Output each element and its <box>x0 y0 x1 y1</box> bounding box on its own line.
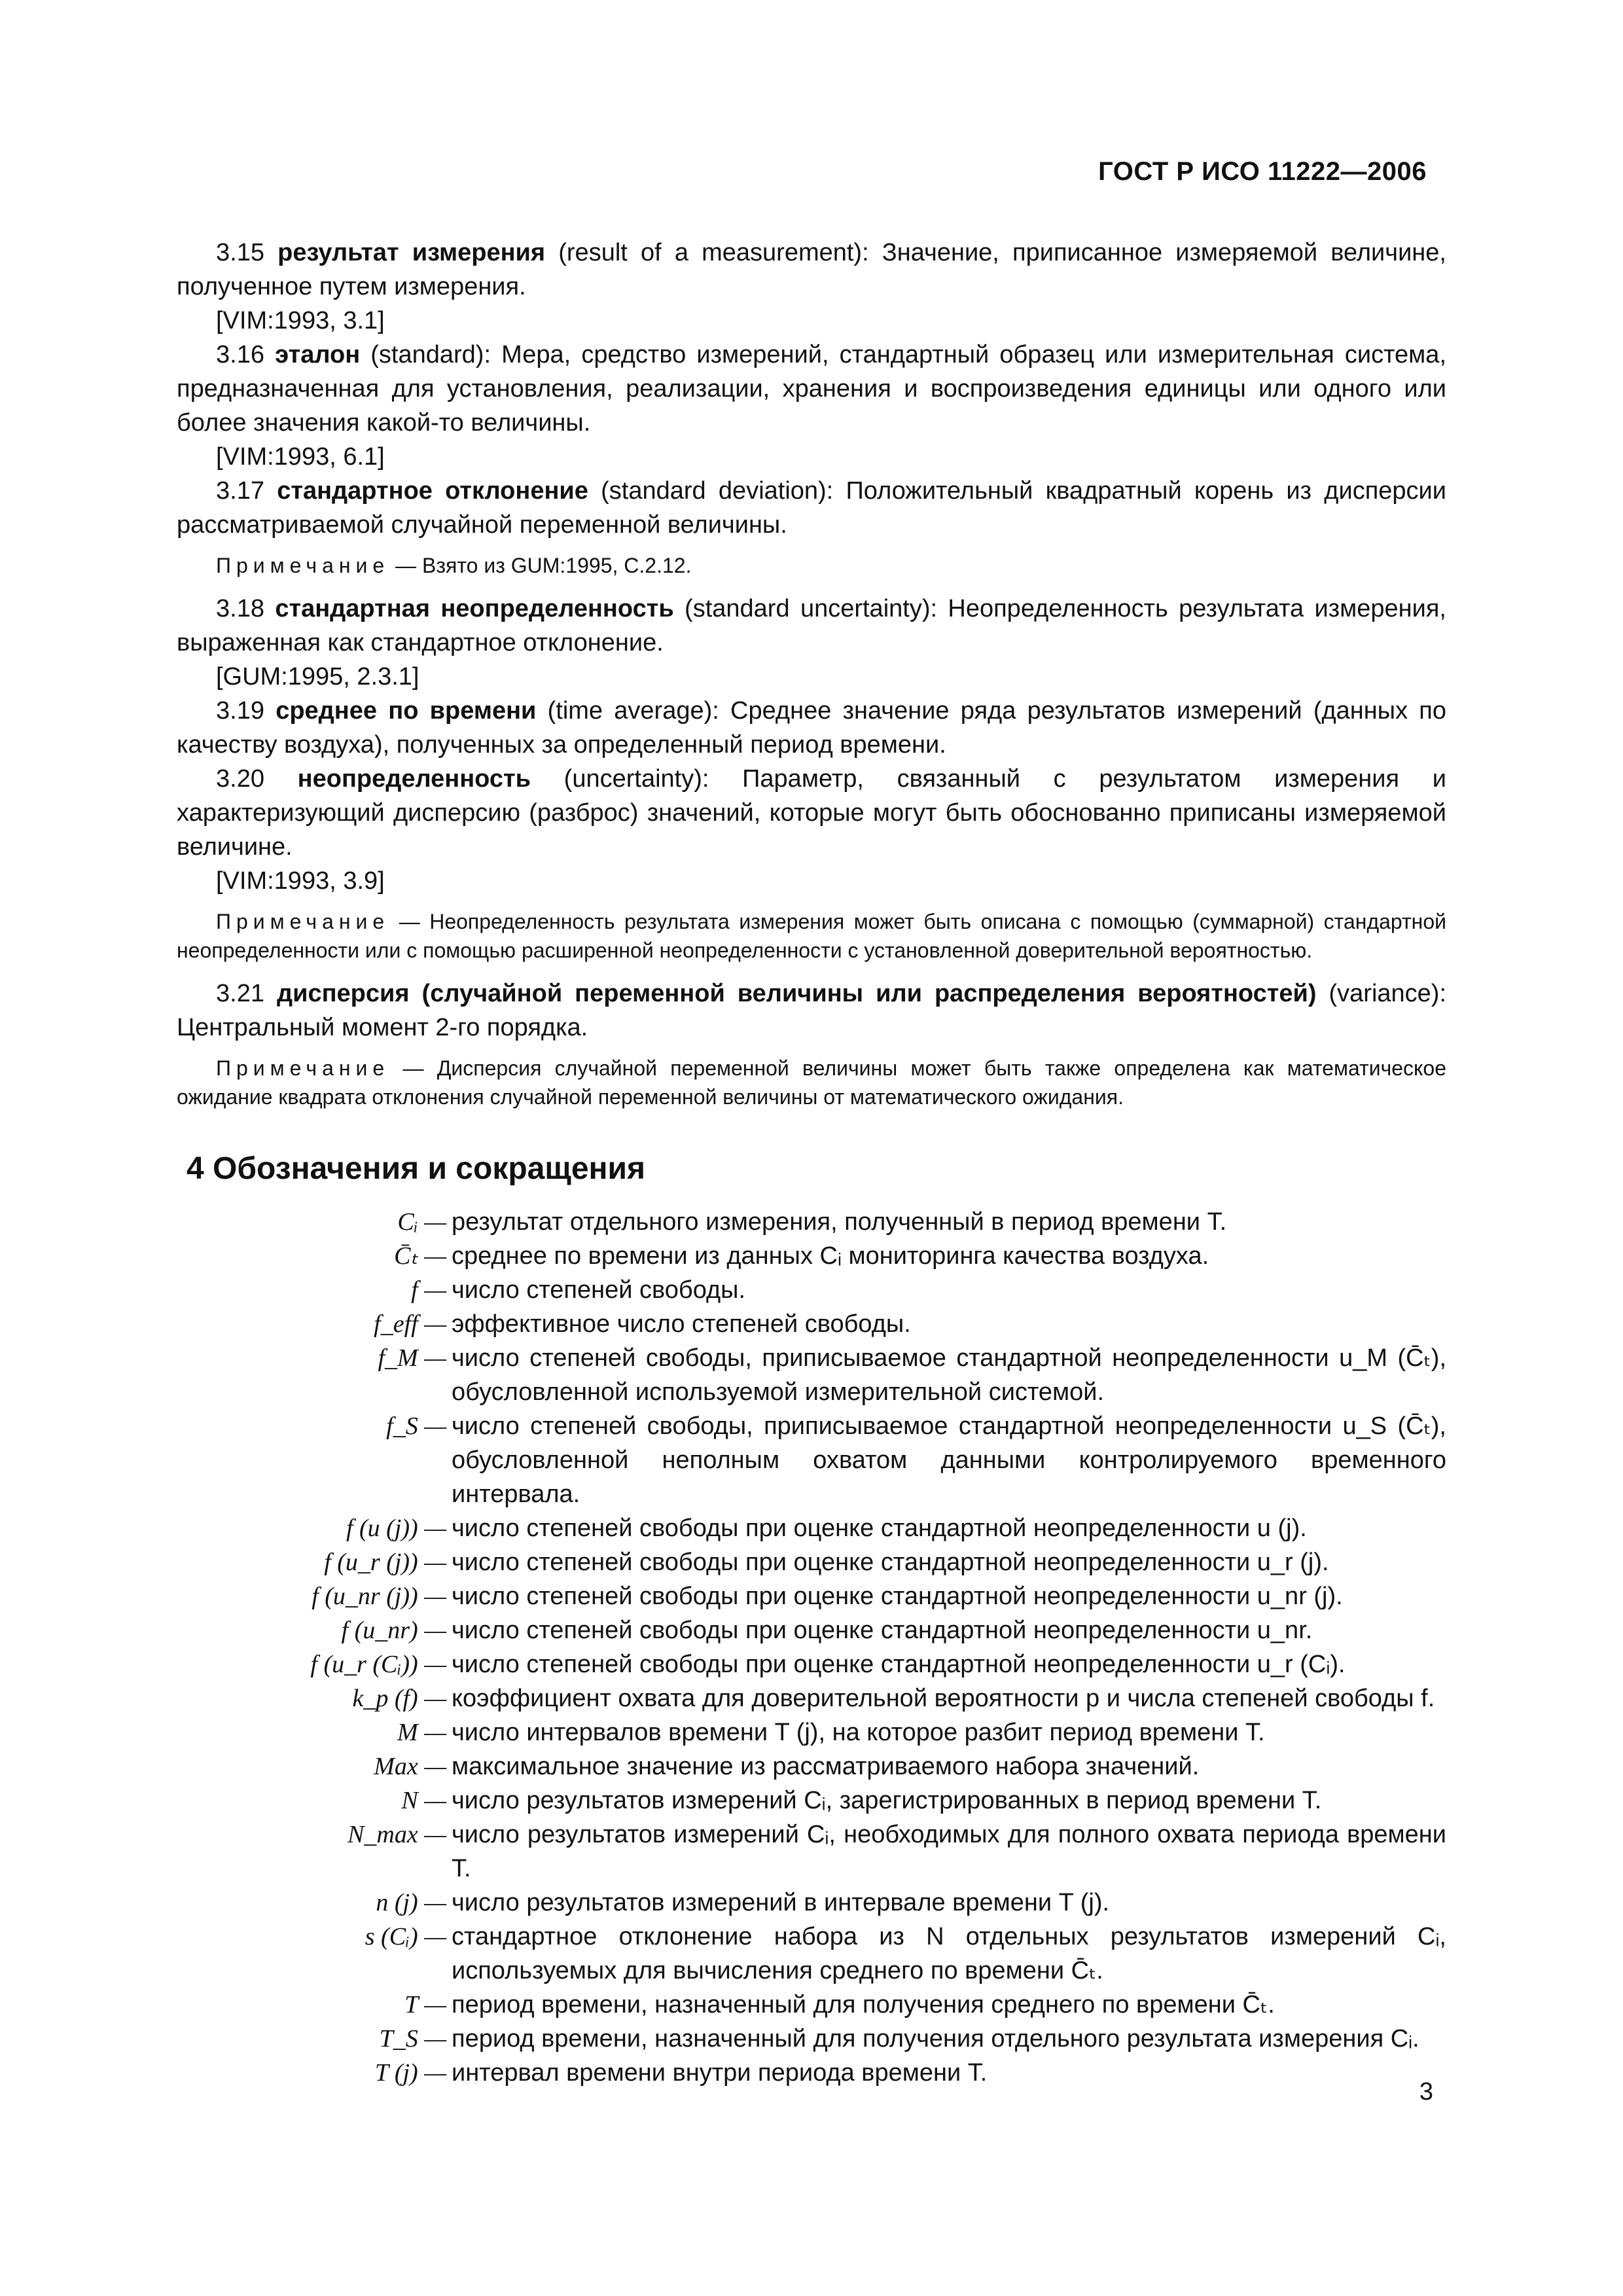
symbol-row <box>177 1920 1446 1988</box>
symbol: n (j) — <box>376 1889 446 1916</box>
definition-term: неопределенность <box>297 765 531 793</box>
symbol-row <box>177 1205 1446 1239</box>
symbol-row <box>177 1886 1446 1920</box>
symbol-row <box>177 1511 1446 1545</box>
symbol: N_max — <box>348 1821 446 1848</box>
definition-text: (uncertainty): Параметр, связанный с результатом измерения и характеризующий дисперсию (разброс) значений, которые могут быть обоснованно приписаны измеряемой величине. <box>177 765 1446 861</box>
symbol-row <box>177 1784 1446 1818</box>
symbol-definition: число степеней свободы при оценке стандартной неопределенности u_r (Cᵢ). <box>452 1651 1346 1678</box>
symbol: k_p (f) — <box>352 1685 446 1712</box>
symbol-definition: число степеней свободы. <box>452 1276 746 1304</box>
definition-term: среднее по времени <box>276 697 537 725</box>
symbol-row <box>177 1409 1446 1511</box>
symbol-definition: максимальное значение из рассматриваемого набора значений. <box>452 1753 1200 1780</box>
symbol-definition: число степеней свободы при оценке стандартной неопределенности u_r (j). <box>452 1549 1329 1576</box>
definition-reference: [VIM:1993, 6.1] <box>216 443 385 471</box>
definition-term: эталон <box>275 341 361 368</box>
note-label: Примечание <box>216 554 390 577</box>
definition-term: стандартная неопределенность <box>275 595 674 622</box>
symbol-row <box>177 1239 1446 1273</box>
definition-number: 3.19 <box>216 697 264 725</box>
definition-text: (standard uncertainty): Неопределенность результата измерения, выраженная как стандартное отклонение. <box>177 595 1446 656</box>
definition-3-18 <box>177 592 1446 660</box>
symbol: Max — <box>374 1753 446 1780</box>
symbol: f (u_nr (j)) — <box>312 1583 446 1610</box>
definition-reference: [VIM:1993, 3.1] <box>216 307 385 334</box>
definition-term: результат измерения <box>277 239 546 266</box>
definition-number: 3.21 <box>216 980 264 1007</box>
definition-number: 3.18 <box>216 595 264 622</box>
symbol-row <box>177 1749 1446 1784</box>
symbol: C̄ₜ — <box>394 1242 446 1270</box>
symbol-row <box>177 1818 1446 1886</box>
symbol-row <box>177 1988 1446 2022</box>
symbol-definition: число результатов измерений Cᵢ, зарегистрированных в период времени T. <box>452 1787 1322 1814</box>
definition-number: 3.17 <box>216 477 264 505</box>
definition-number: 3.16 <box>216 341 264 368</box>
symbol-row <box>177 1715 1446 1749</box>
definition-reference: [GUM:1995, 2.3.1] <box>216 663 419 691</box>
symbol: T (j) — <box>374 2059 446 2087</box>
symbol: Cᵢ — <box>397 1208 446 1236</box>
symbol-definition: число результатов измерений в интервале времени T (j). <box>452 1889 1110 1916</box>
definition-3-19 <box>177 694 1446 762</box>
page-content <box>177 236 1446 2090</box>
symbol-definition: результат отдельного измерения, полученный в период времени T. <box>452 1208 1227 1236</box>
definition-text: (time average): Среднее значение ряда результатов измерений (данных по качеству воздуха), полученных за определенный период времени. <box>177 697 1446 759</box>
symbol-definition: число степеней свободы при оценке стандартной неопределенности u_nr (j). <box>452 1583 1343 1610</box>
note <box>177 1054 1446 1111</box>
definition-3-16 <box>177 338 1446 440</box>
symbol-definition: число степеней свободы при оценке стандартной неопределенности u_nr. <box>452 1617 1313 1644</box>
symbol-row <box>177 1613 1446 1647</box>
definition-text: (standard): Мера, средство измерений, стандартный образец или измерительная система, предназначенная для установления, реализации, хранения и воспроизведения единицы или одного или более значения какой-то величины. <box>177 341 1446 437</box>
symbol-definition: число степеней свободы, приписываемое стандартной неопределенности u_S (C̄ₜ), обусловленной неполным охватом данными контролируемого временного интервала. <box>452 1412 1446 1508</box>
symbol-definition: число степеней свободы, приписываемое стандартной неопределенности u_M (C̄ₜ), обусловленной используемой измерительной системой. <box>452 1344 1446 1406</box>
symbol-definition: эффективное число степеней свободы. <box>452 1310 911 1338</box>
note-label: Примечание <box>216 910 390 933</box>
symbol: f_eff — <box>374 1310 446 1338</box>
symbol-definition: число результатов измерений Cᵢ, необходимых для полного охвата периода времени T. <box>452 1821 1446 1882</box>
note-label: Примечание <box>216 1056 390 1080</box>
definition-3-21 <box>177 977 1446 1045</box>
page-number: 3 <box>1419 2078 1433 2106</box>
symbol-row <box>177 1545 1446 1579</box>
definition-number: 3.15 <box>216 239 264 266</box>
note <box>177 907 1446 965</box>
definition-term: стандартное отклонение <box>277 477 588 505</box>
definition-number: 3.20 <box>216 765 264 793</box>
symbol-definition: число степеней свободы при оценке стандартной неопределенности u (j). <box>452 1515 1307 1542</box>
symbol-row <box>177 2056 1446 2090</box>
document-header: ГОСТ Р ИСО 11222—2006 <box>1098 157 1427 186</box>
symbol: f_S — <box>386 1412 446 1440</box>
symbol: f (u_nr) — <box>341 1617 446 1644</box>
note <box>177 551 1446 580</box>
symbol: f (u_r (j)) — <box>324 1549 446 1576</box>
symbol-definition: среднее по времени из данных Cᵢ мониторинга качества воздуха. <box>452 1242 1209 1270</box>
symbol: N — <box>401 1787 446 1814</box>
symbols-list <box>177 1205 1446 2090</box>
symbol-row <box>177 1273 1446 1307</box>
symbol: f — <box>411 1276 446 1304</box>
symbol-row <box>177 1647 1446 1681</box>
section-heading: 4 Обозначения и сокращения <box>187 1151 646 1186</box>
symbol-row <box>177 2022 1446 2056</box>
symbol-definition: число интервалов времени T (j), на которое разбит период времени T. <box>452 1719 1265 1746</box>
definition-3-20 <box>177 762 1446 864</box>
definition-text: (result of a measurement): Значение, приписанное измеряемой величине, полученное путем измерения. <box>177 239 1446 300</box>
symbol: f (u (j)) — <box>346 1515 446 1542</box>
note-text: — Неопределенность результата измерения может быть описана с помощью (суммарной) стандартной неопределенности или с помощью расширенной неопределенности с установленной доверительной вероятностью. <box>177 910 1446 962</box>
note-text: — Взято из GUM:1995, C.2.12. <box>389 554 692 577</box>
definition-text: (standard deviation): Положительный квадратный корень из дисперсии рассматриваемой случайной переменной величины. <box>177 477 1446 539</box>
symbol: f_M — <box>378 1344 446 1372</box>
symbol-definition: стандартное отклонение набора из N отдельных результатов измерений Cᵢ, используемых для вычисления среднего по времени C̄ₜ. <box>452 1923 1446 1984</box>
definition-reference: [VIM:1993, 3.9] <box>216 867 385 895</box>
definition-term: дисперсия (случайной переменной величины или распределения вероятностей) <box>276 980 1317 1007</box>
symbol-definition: интервал времени внутри периода времени T. <box>452 2059 988 2087</box>
symbol-row <box>177 1579 1446 1613</box>
definition-3-15 <box>177 236 1446 304</box>
note-text: — Дисперсия случайной переменной величины может быть также определена как математическое ожидание квадрата отклонения случайной переменной величины от математического ожидания. <box>177 1056 1446 1109</box>
symbol-row <box>177 1307 1446 1341</box>
definition-text: (variance): Центральный момент 2-го порядка. <box>177 980 1447 1041</box>
symbol: T_S — <box>379 2025 446 2053</box>
symbol: s (Cᵢ) — <box>365 1923 446 1950</box>
symbol-definition: период времени, назначенный для получения отдельного результата измерения Cᵢ. <box>452 2025 1419 2053</box>
symbol-definition: коэффициент охвата для доверительной вероятности p и числа степеней свободы f. <box>452 1685 1435 1712</box>
definition-3-17 <box>177 474 1446 542</box>
symbol: f (u_r (Cᵢ)) — <box>310 1651 446 1678</box>
symbol-definition: период времени, назначенный для получения среднего по времени C̄ₜ. <box>452 1991 1275 2018</box>
symbol: T — <box>404 1991 446 2018</box>
symbol-row <box>177 1341 1446 1409</box>
symbol-row <box>177 1681 1446 1715</box>
symbol: M — <box>397 1719 446 1746</box>
